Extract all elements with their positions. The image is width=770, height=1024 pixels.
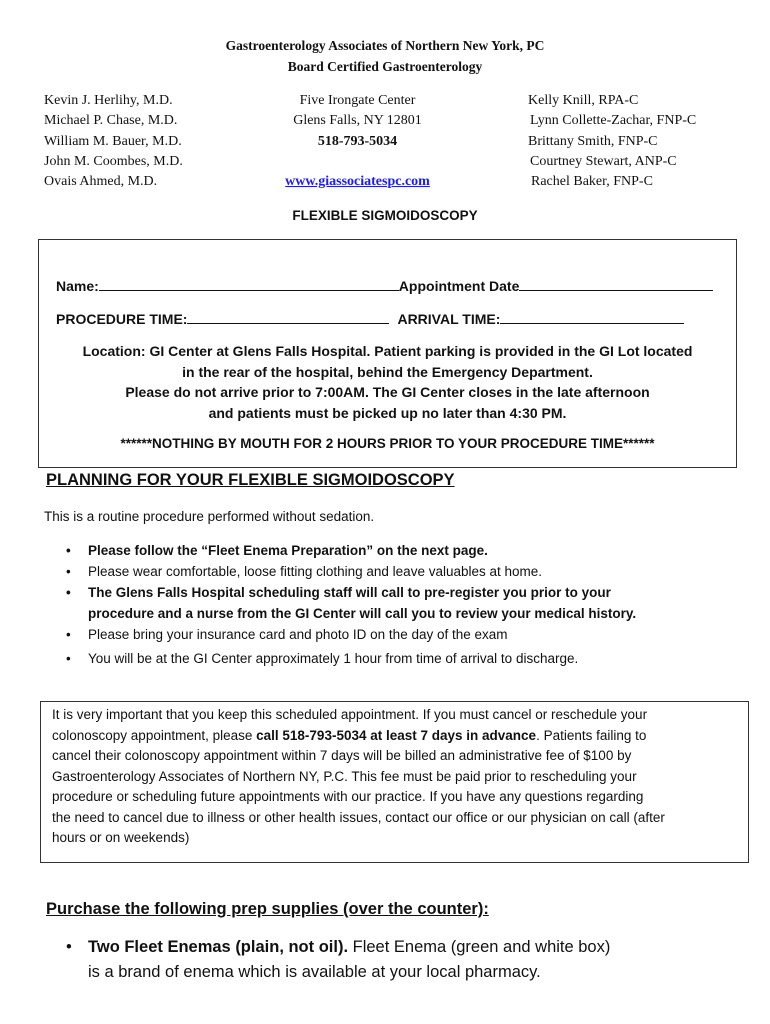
procedure-time-field[interactable]: [187, 309, 389, 324]
staff-list: [528, 91, 696, 192]
time-row: [56, 309, 684, 327]
physician-name: William M. Bauer, M.D.: [44, 133, 182, 149]
physician-name: Michael P. Chase, M.D.: [44, 113, 178, 129]
list-item: • Please follow the “Fleet Enema Preparation” on the next page.: [62, 540, 636, 561]
location-info: [38, 341, 737, 423]
planning-title: PLANNING FOR YOUR FLEXIBLE SIGMOIDOSCOPY: [46, 471, 455, 489]
notice-line: the need to cancel due to illness or other health issues, contact our office or our physician on call (after: [52, 809, 665, 825]
staff-name: Courtney Stewart, ANP-C: [530, 153, 677, 169]
procedure-time-label: PROCEDURE TIME:: [56, 311, 188, 327]
planning-intro: This is a routine procedure performed without sedation.: [44, 509, 375, 524]
purchase-title: Purchase the following prep supplies (over the counter):: [46, 900, 489, 918]
arrival-time-field[interactable]: [500, 309, 684, 324]
physician-name: Ovais Ahmed, M.D.: [44, 174, 158, 190]
name-label: Name:: [56, 278, 99, 294]
location-line: Location: GI Center at Glens Falls Hospital. Patient parking is provided in the GI Lot located: [82, 343, 693, 359]
notice-line: It is very important that you keep this scheduled appointment. If you must cancel or reschedule your: [52, 707, 648, 722]
arrival-time-label: ARRIVAL TIME:: [397, 311, 501, 327]
bullet-icon: •: [66, 938, 72, 956]
phone-number: 518-793-5034: [317, 133, 398, 149]
physician-name: Kevin J. Herlihy, M.D.: [44, 93, 173, 108]
notice-line: cancel their colonoscopy appointment within 7 days will be billed an administrative fee of $100 by: [52, 748, 632, 763]
list-item: • The Glens Falls Hospital scheduling staff will call to pre-register you prior to your: [62, 582, 636, 603]
practice-tagline: Board Certified Gastroenterology: [287, 59, 483, 74]
planning-list: [62, 540, 636, 669]
appointment-date-label: Appointment Date: [398, 278, 520, 294]
list-item: • Please wear comfortable, loose fitting clothing and leave valuables at home.: [62, 561, 636, 582]
purchase-item: • Two Fleet Enemas (plain, not oil). Fleet Enema (green and white box) is a brand of enema which is available at your local pharmacy.: [62, 935, 610, 985]
fasting-notice: ******NOTHING BY MOUTH FOR 2 HOURS PRIOR TO YOUR PROCEDURE TIME******: [120, 436, 655, 451]
cancel-phone-notice: call 518-793-5034 at least 7 days in advance: [256, 727, 537, 743]
staff-name: Brittany Smith, FNP-C: [528, 133, 658, 149]
appointment-date-field[interactable]: [519, 276, 713, 291]
name-row: [56, 276, 713, 294]
staff-name: Rachel Baker, FNP-C: [531, 174, 653, 190]
bullet-icon: •: [66, 651, 71, 666]
staff-name: Kelly Knill, RPA-C: [528, 93, 639, 108]
physician-list: [44, 91, 183, 192]
address-line-1: Five Irongate Center: [299, 93, 416, 108]
staff-name: Lynn Collette-Zachar, FNP-C: [530, 113, 697, 129]
practice-address: [265, 91, 450, 192]
address-line-2: Glens Falls, NY 12801: [293, 113, 422, 129]
location-line: and patients must be picked up no later than 4:30 PM.: [208, 404, 567, 421]
bullet-icon: •: [66, 543, 71, 558]
notice-line: hours or on weekends): [52, 830, 190, 845]
notice-line: colonoscopy appointment, please call 518-793-5034 at least 7 days in advance. Patients failing to: [52, 727, 647, 743]
bullet-icon: •: [66, 627, 71, 642]
location-line: in the rear of the hospital, behind the Emergency Department.: [182, 363, 593, 380]
cancellation-notice: [52, 705, 752, 849]
list-item: procedure and a nurse from the GI Center will call you to review your medical history.: [88, 606, 637, 621]
notice-line: Gastroenterology Associates of Northern NY, P.C. This fee must be paid prior to rescheduling your: [52, 768, 637, 784]
physician-name: John M. Coombes, M.D.: [44, 153, 183, 169]
document-heading: FLEXIBLE SIGMOIDOSCOPY: [292, 208, 478, 223]
location-line: Please do not arrive prior to 7:00AM. The GI Center closes in the late afternoon: [125, 384, 650, 400]
practice-name: Gastroenterology Associates of Northern New York, PC: [225, 38, 545, 53]
bullet-icon: •: [66, 585, 71, 600]
website-link[interactable]: www.giassociatespc.com: [285, 174, 430, 190]
list-item: • Please bring your insurance card and photo ID on the day of the exam: [62, 624, 636, 645]
list-item: • You will be at the GI Center approximately 1 hour from time of arrival to discharge.: [62, 648, 636, 669]
notice-line: procedure or scheduling future appointments with our practice. If you have any questions regarding: [52, 789, 644, 804]
bullet-icon: •: [66, 564, 71, 579]
name-field[interactable]: [99, 276, 399, 291]
